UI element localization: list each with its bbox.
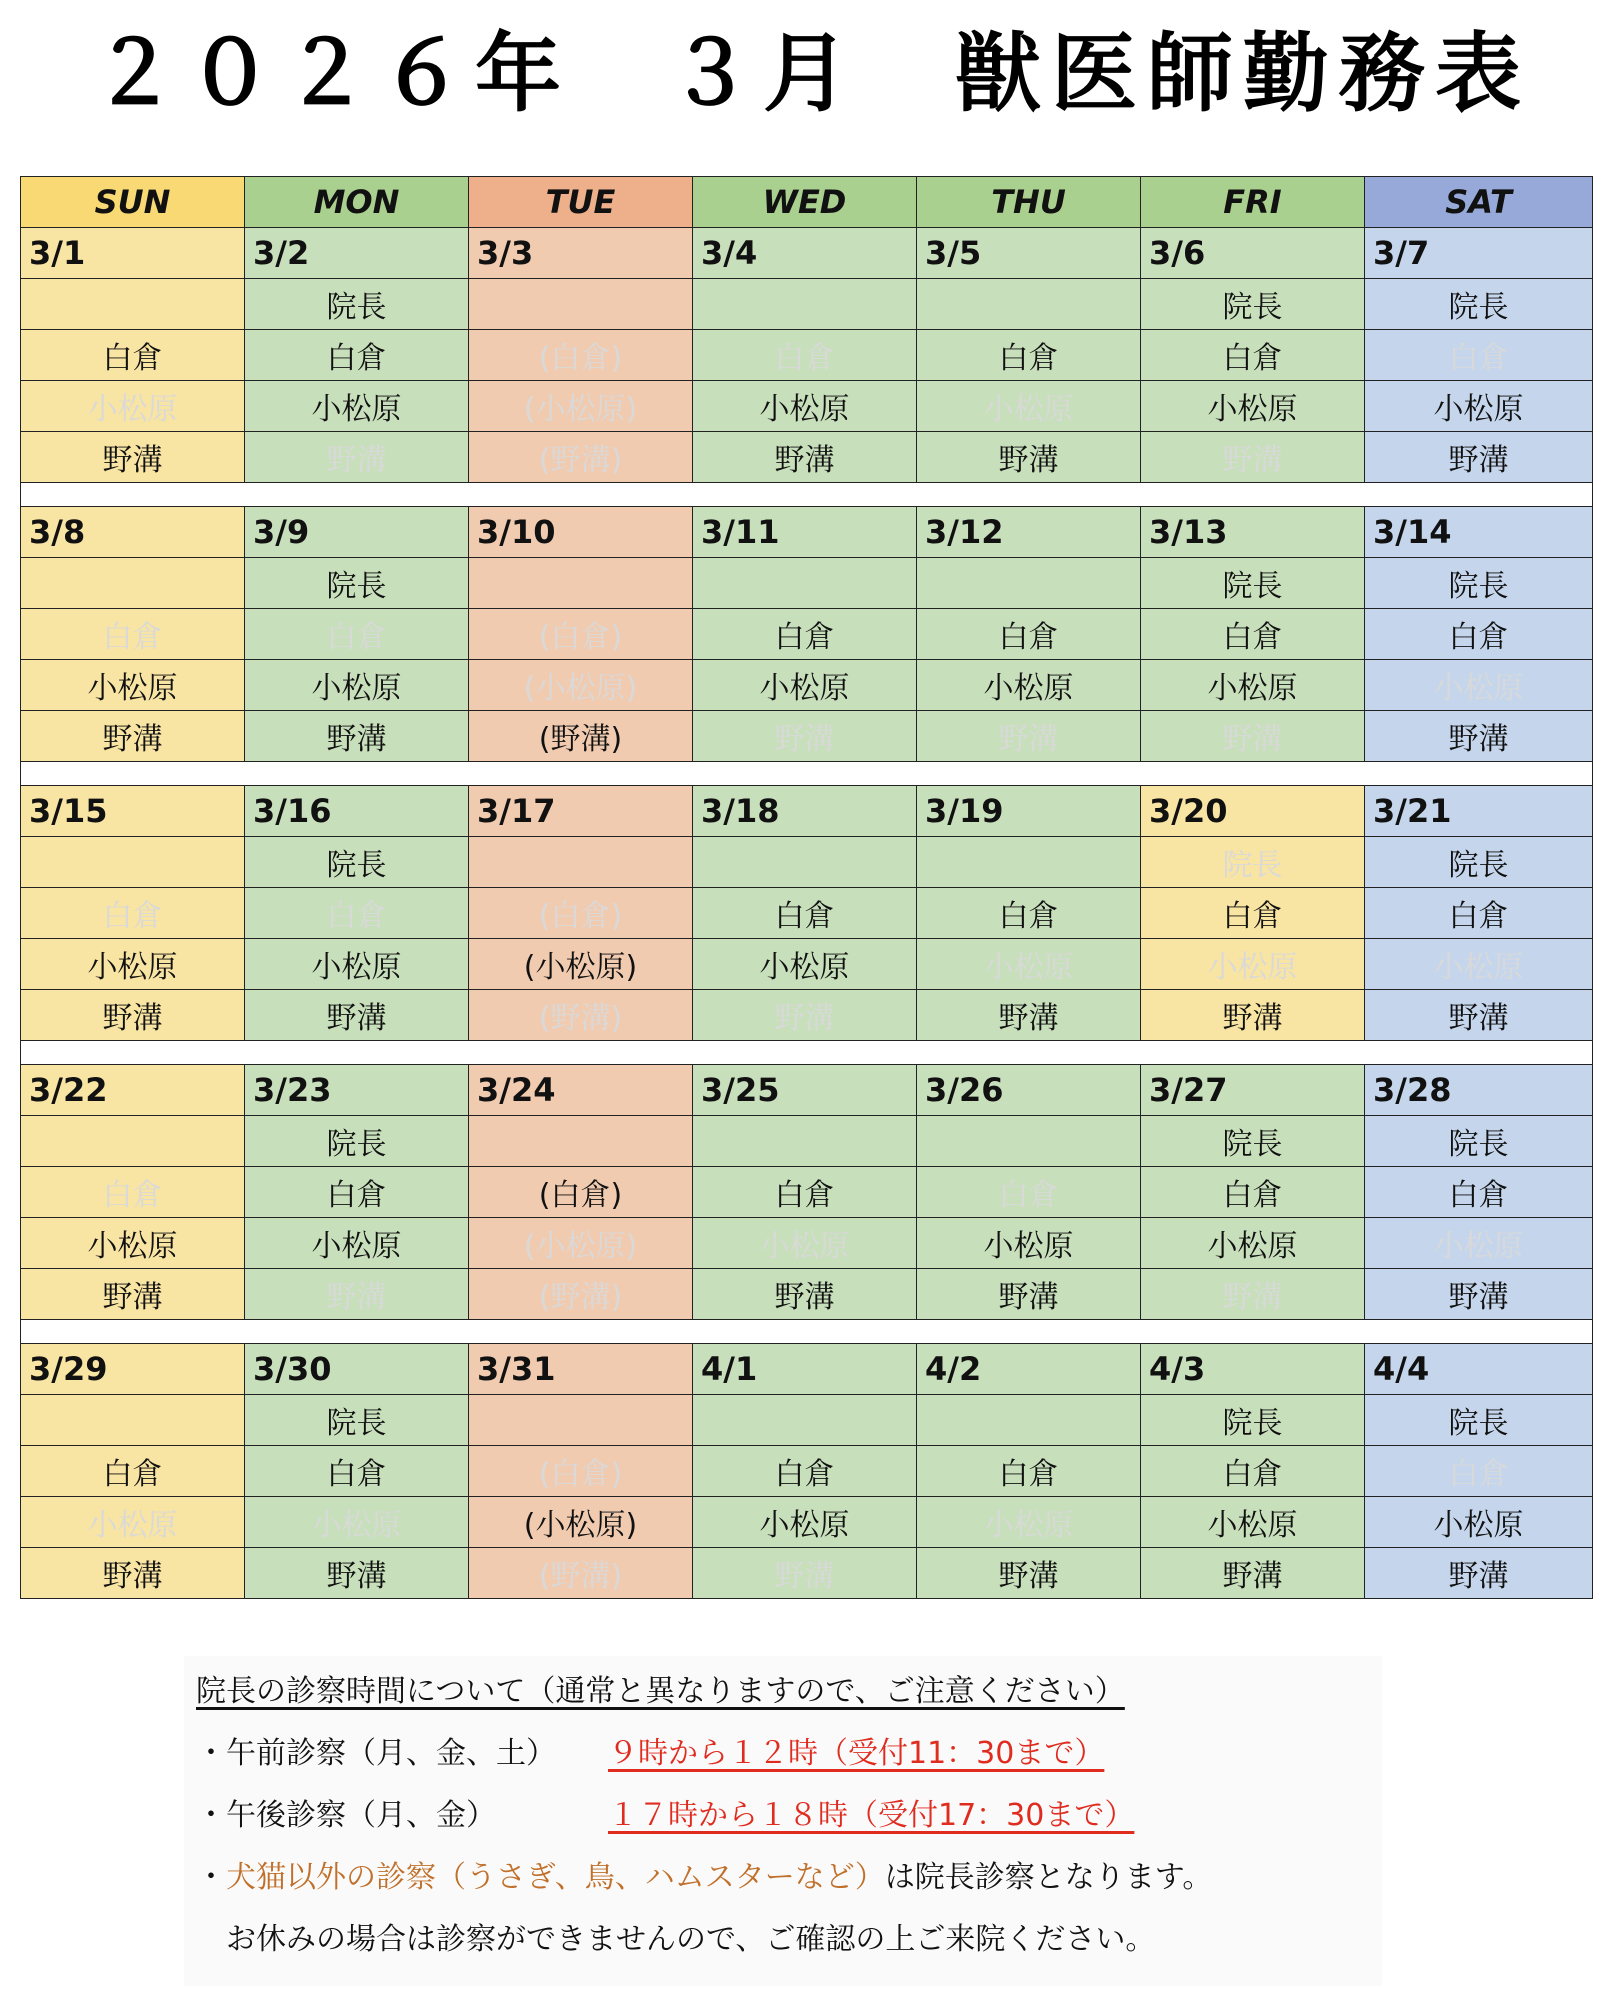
staff-cell: (野溝)	[469, 1548, 693, 1599]
day-date: 3/18	[693, 786, 917, 837]
staff-cell: 白倉	[21, 609, 245, 660]
day-date: 3/4	[693, 228, 917, 279]
staff-cell	[469, 558, 693, 609]
date-row	[21, 228, 1593, 279]
staff-cell: (白倉)	[469, 609, 693, 660]
staff-cell: 白倉	[917, 1446, 1141, 1497]
staff-cell: 院長	[1141, 1116, 1365, 1167]
staff-cell: 白倉	[1141, 609, 1365, 660]
staff-cell: 野溝	[1141, 432, 1365, 483]
staff-cell: 小松原	[693, 660, 917, 711]
exotic-line	[196, 1858, 1212, 1898]
staff-cell: 小松原	[917, 660, 1141, 711]
staff-cell: 野溝	[245, 711, 469, 762]
exotic-highlight: 犬猫以外の診察（うさぎ、鳥、ハムスターなど）	[226, 1860, 885, 1895]
schedule-table	[20, 176, 1593, 1599]
staff-cell: (小松原)	[469, 381, 693, 432]
staff-cell: 小松原	[917, 381, 1141, 432]
day-date: 3/23	[245, 1065, 469, 1116]
staff-cell: 小松原	[693, 1497, 917, 1548]
staff-cell: 野溝	[1141, 990, 1365, 1041]
staff-cell: 白倉	[1365, 888, 1593, 939]
staff-cell: 野溝	[693, 711, 917, 762]
weekday-header-row	[21, 177, 1593, 228]
staff-cell: 小松原	[245, 939, 469, 990]
day-date: 3/24	[469, 1065, 693, 1116]
staff-cell	[693, 558, 917, 609]
staff-cell: 小松原	[917, 1497, 1141, 1548]
week-gap	[21, 483, 1593, 507]
day-date: 3/3	[469, 228, 693, 279]
staff-cell: (野溝)	[469, 1269, 693, 1320]
pm-label: ・午後診察（月、金）	[196, 1798, 496, 1833]
weekday-header: SUN	[21, 177, 245, 228]
staff-cell: 野溝	[21, 711, 245, 762]
pm-hours-line	[196, 1796, 1134, 1836]
day-date: 3/26	[917, 1065, 1141, 1116]
day-date: 3/31	[469, 1344, 693, 1395]
staff-cell	[917, 1116, 1141, 1167]
staff-cell: 小松原	[21, 1497, 245, 1548]
staff-cell: 白倉	[693, 888, 917, 939]
staff-cell: 院長	[1365, 1395, 1593, 1446]
staff-cell: 野溝	[693, 1269, 917, 1320]
weekday-header: MON	[245, 177, 469, 228]
staff-cell: 院長	[245, 279, 469, 330]
staff-cell	[693, 279, 917, 330]
staff-row	[21, 888, 1593, 939]
staff-cell	[693, 1395, 917, 1446]
staff-cell	[469, 279, 693, 330]
staff-cell: 野溝	[1141, 1269, 1365, 1320]
staff-cell	[21, 837, 245, 888]
staff-cell: 小松原	[245, 381, 469, 432]
staff-cell: 野溝	[917, 990, 1141, 1041]
staff-cell: 白倉	[245, 1446, 469, 1497]
day-date: 3/1	[21, 228, 245, 279]
day-date: 4/2	[917, 1344, 1141, 1395]
staff-cell: 白倉	[21, 888, 245, 939]
staff-cell: 院長	[1365, 837, 1593, 888]
staff-cell: 野溝	[1141, 1548, 1365, 1599]
notes-heading: 院長の診察時間について（通常と異なりますので、ご注意ください）	[196, 1674, 1125, 1709]
staff-cell: 白倉	[21, 1167, 245, 1218]
staff-cell	[21, 279, 245, 330]
staff-row	[21, 837, 1593, 888]
staff-row	[21, 1116, 1593, 1167]
page-title: ２０２６年 ３月 獣医師勤務表	[91, 24, 1531, 124]
staff-cell	[21, 1116, 245, 1167]
day-date: 4/3	[1141, 1344, 1365, 1395]
week-gap	[21, 1320, 1593, 1344]
day-date: 3/30	[245, 1344, 469, 1395]
day-date: 3/19	[917, 786, 1141, 837]
weekday-header: THU	[917, 177, 1141, 228]
staff-cell: 野溝	[245, 1548, 469, 1599]
staff-cell: 小松原	[1365, 1497, 1593, 1548]
staff-cell: (小松原)	[469, 939, 693, 990]
staff-row	[21, 660, 1593, 711]
day-date: 3/6	[1141, 228, 1365, 279]
day-date: 3/27	[1141, 1065, 1365, 1116]
staff-cell: 野溝	[1365, 432, 1593, 483]
staff-cell: 小松原	[1365, 660, 1593, 711]
staff-cell: 小松原	[21, 660, 245, 711]
staff-cell: 野溝	[1365, 711, 1593, 762]
day-date: 3/22	[21, 1065, 245, 1116]
staff-cell: 白倉	[917, 1167, 1141, 1218]
staff-cell: 小松原	[21, 1218, 245, 1269]
staff-cell: 野溝	[917, 432, 1141, 483]
staff-cell: 白倉	[917, 330, 1141, 381]
staff-cell: (小松原)	[469, 660, 693, 711]
staff-cell: 小松原	[21, 939, 245, 990]
staff-cell	[693, 837, 917, 888]
staff-cell: 野溝	[1141, 711, 1365, 762]
staff-row	[21, 939, 1593, 990]
staff-cell: 野溝	[245, 990, 469, 1041]
day-date: 3/10	[469, 507, 693, 558]
am-label: ・午前診察（月、金、土）	[196, 1736, 556, 1771]
staff-cell: 小松原	[693, 939, 917, 990]
staff-cell: 白倉	[917, 888, 1141, 939]
staff-cell: 院長	[1365, 1116, 1593, 1167]
staff-row	[21, 1548, 1593, 1599]
staff-cell: 白倉	[21, 1446, 245, 1497]
day-date: 3/21	[1365, 786, 1593, 837]
staff-cell	[917, 1395, 1141, 1446]
staff-row	[21, 330, 1593, 381]
staff-cell: (白倉)	[469, 1167, 693, 1218]
staff-cell: 白倉	[245, 888, 469, 939]
week-gap-cell	[21, 762, 1593, 786]
staff-row	[21, 279, 1593, 330]
staff-cell: 野溝	[693, 432, 917, 483]
staff-cell: (小松原)	[469, 1497, 693, 1548]
staff-cell: 小松原	[917, 1218, 1141, 1269]
staff-cell: 野溝	[245, 1269, 469, 1320]
staff-cell: 院長	[1141, 558, 1365, 609]
staff-cell: 院長	[245, 1116, 469, 1167]
staff-cell: 白倉	[1141, 330, 1365, 381]
staff-cell: 野溝	[1365, 990, 1593, 1041]
staff-cell: (野溝)	[469, 990, 693, 1041]
staff-cell: 小松原	[1365, 939, 1593, 990]
staff-cell: 白倉	[917, 609, 1141, 660]
staff-row	[21, 1395, 1593, 1446]
week-gap-cell	[21, 1041, 1593, 1065]
staff-cell: 野溝	[1365, 1548, 1593, 1599]
staff-cell: 院長	[1141, 279, 1365, 330]
staff-cell: 白倉	[1365, 1167, 1593, 1218]
staff-cell: 白倉	[693, 1446, 917, 1497]
weekday-header: SAT	[1365, 177, 1593, 228]
staff-cell: 白倉	[693, 330, 917, 381]
staff-cell: 野溝	[21, 432, 245, 483]
staff-row	[21, 1446, 1593, 1497]
staff-row	[21, 1269, 1593, 1320]
staff-cell: 白倉	[245, 1167, 469, 1218]
staff-cell: 院長	[1365, 558, 1593, 609]
staff-cell: 小松原	[245, 660, 469, 711]
day-date: 4/1	[693, 1344, 917, 1395]
staff-cell: 野溝	[21, 990, 245, 1041]
staff-cell: 小松原	[1365, 381, 1593, 432]
staff-row	[21, 1167, 1593, 1218]
staff-cell	[469, 837, 693, 888]
staff-cell: 白倉	[245, 609, 469, 660]
staff-cell: 小松原	[917, 939, 1141, 990]
week-gap	[21, 762, 1593, 786]
day-date: 3/20	[1141, 786, 1365, 837]
staff-cell	[917, 837, 1141, 888]
staff-cell: 院長	[245, 1395, 469, 1446]
day-date: 3/13	[1141, 507, 1365, 558]
notes-box	[184, 1656, 1382, 1986]
pm-hours: １７時から１８時（受付17：30まで）	[608, 1798, 1135, 1833]
staff-cell: 野溝	[917, 711, 1141, 762]
staff-row	[21, 558, 1593, 609]
staff-cell	[21, 558, 245, 609]
staff-row	[21, 1218, 1593, 1269]
staff-cell: (小松原)	[469, 1218, 693, 1269]
staff-cell: (白倉)	[469, 330, 693, 381]
staff-cell: 白倉	[1365, 1446, 1593, 1497]
week-gap	[21, 1041, 1593, 1065]
day-date: 3/16	[245, 786, 469, 837]
staff-row	[21, 432, 1593, 483]
staff-cell: 院長	[1365, 279, 1593, 330]
staff-cell	[693, 1116, 917, 1167]
staff-cell: 小松原	[693, 381, 917, 432]
staff-cell: 小松原	[1141, 1218, 1365, 1269]
staff-row	[21, 990, 1593, 1041]
weekday-header: WED	[693, 177, 917, 228]
day-date: 3/14	[1365, 507, 1593, 558]
day-date: 3/5	[917, 228, 1141, 279]
staff-cell: 小松原	[693, 1218, 917, 1269]
staff-cell: (野溝)	[469, 711, 693, 762]
day-date: 3/12	[917, 507, 1141, 558]
staff-row	[21, 711, 1593, 762]
week-gap-cell	[21, 1320, 1593, 1344]
day-date: 3/11	[693, 507, 917, 558]
schedule-body	[21, 228, 1593, 1599]
weekday-header: TUE	[469, 177, 693, 228]
staff-row	[21, 1497, 1593, 1548]
staff-cell: 院長	[1141, 837, 1365, 888]
staff-cell: 野溝	[245, 432, 469, 483]
staff-cell: 院長	[245, 558, 469, 609]
staff-cell	[469, 1395, 693, 1446]
staff-cell: 野溝	[917, 1548, 1141, 1599]
exotic-bullet: ・	[196, 1860, 226, 1895]
day-date: 3/17	[469, 786, 693, 837]
staff-cell: 小松原	[1141, 1497, 1365, 1548]
staff-cell: 白倉	[245, 330, 469, 381]
staff-cell: 小松原	[245, 1497, 469, 1548]
staff-cell: 白倉	[1141, 1446, 1365, 1497]
exotic-rest: は院長診察となります。	[884, 1860, 1213, 1895]
day-date: 3/25	[693, 1065, 917, 1116]
week-gap-cell	[21, 483, 1593, 507]
am-hours: ９時から１２時（受付11：30まで）	[608, 1736, 1105, 1771]
day-date: 3/15	[21, 786, 245, 837]
staff-cell	[21, 1395, 245, 1446]
staff-cell: 野溝	[21, 1269, 245, 1320]
day-date: 3/7	[1365, 228, 1593, 279]
staff-cell: 白倉	[21, 330, 245, 381]
staff-cell: 白倉	[693, 609, 917, 660]
staff-cell: 小松原	[21, 381, 245, 432]
closing-note: お休みの場合は診察ができませんので、ご確認の上ご来院ください。	[226, 1922, 1156, 1957]
date-row	[21, 1065, 1593, 1116]
staff-cell: 小松原	[245, 1218, 469, 1269]
staff-cell: 野溝	[1365, 1269, 1593, 1320]
staff-cell: 院長	[245, 837, 469, 888]
staff-cell	[469, 1116, 693, 1167]
staff-row	[21, 609, 1593, 660]
staff-cell: 小松原	[1141, 939, 1365, 990]
weekday-header: FRI	[1141, 177, 1365, 228]
date-row	[21, 507, 1593, 558]
staff-cell	[917, 558, 1141, 609]
staff-cell: 白倉	[1365, 330, 1593, 381]
am-hours-line	[196, 1734, 1104, 1774]
staff-cell: 小松原	[1141, 660, 1365, 711]
staff-cell: 野溝	[693, 990, 917, 1041]
staff-cell: 野溝	[917, 1269, 1141, 1320]
day-date: 3/8	[21, 507, 245, 558]
day-date: 3/28	[1365, 1065, 1593, 1116]
staff-cell: 小松原	[1141, 381, 1365, 432]
staff-cell: 白倉	[693, 1167, 917, 1218]
staff-cell: (白倉)	[469, 1446, 693, 1497]
staff-row	[21, 381, 1593, 432]
day-date: 3/2	[245, 228, 469, 279]
staff-cell: 白倉	[1365, 609, 1593, 660]
staff-cell: 小松原	[1365, 1218, 1593, 1269]
staff-cell: 野溝	[21, 1548, 245, 1599]
day-date: 4/4	[1365, 1344, 1593, 1395]
staff-cell: (白倉)	[469, 888, 693, 939]
date-row	[21, 1344, 1593, 1395]
day-date: 3/29	[21, 1344, 245, 1395]
date-row	[21, 786, 1593, 837]
staff-cell: 白倉	[1141, 1167, 1365, 1218]
staff-cell	[917, 279, 1141, 330]
staff-cell: 白倉	[1141, 888, 1365, 939]
staff-cell: (野溝)	[469, 432, 693, 483]
staff-cell: 野溝	[693, 1548, 917, 1599]
day-date: 3/9	[245, 507, 469, 558]
staff-cell: 院長	[1141, 1395, 1365, 1446]
